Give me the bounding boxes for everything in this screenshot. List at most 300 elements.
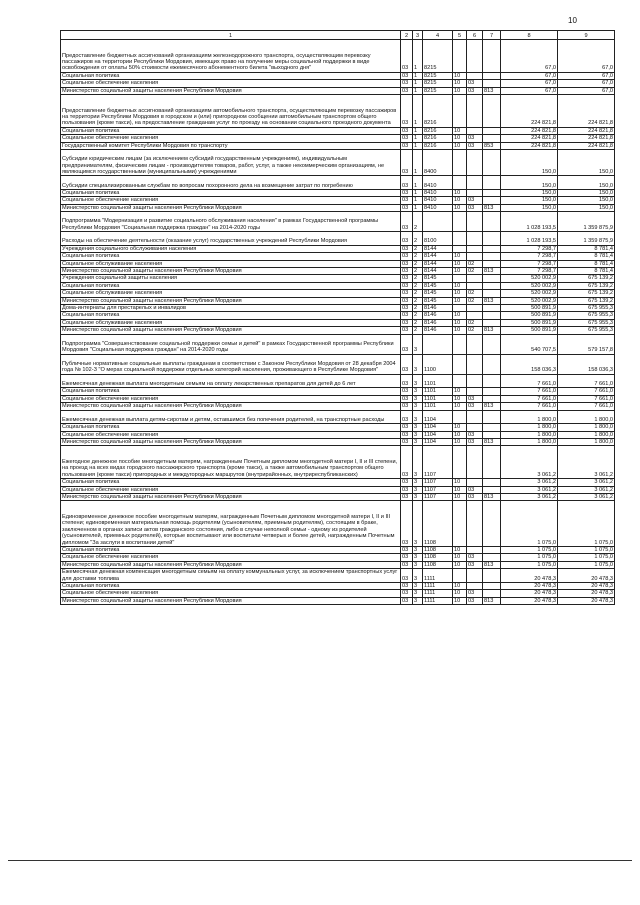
code-ministry: 813 (483, 327, 501, 334)
amount-2014: 7 661,0 (501, 374, 558, 388)
table-row (61, 554, 615, 561)
amount-2015: 1 075,0 (558, 561, 615, 568)
amount-2014: 20 478,3 (501, 590, 558, 597)
amount-2015: 224 821,8 (558, 142, 615, 149)
table-row (61, 561, 615, 568)
code-ministry: 813 (483, 403, 501, 410)
code-status: 03 (401, 260, 413, 267)
code-status: 03 (401, 232, 413, 246)
table-row (61, 150, 615, 176)
amount-2015: 3 061,2 (558, 486, 615, 493)
code-section: 10 (453, 197, 467, 204)
row-name: Социальное обеспечение населения (61, 431, 401, 438)
code-subsection (467, 245, 483, 252)
code-subsection: 02 (467, 268, 483, 275)
code-status: 03 (401, 403, 413, 410)
code-sub: 2 (413, 327, 423, 334)
column-header: 8 (501, 31, 558, 40)
table-row (61, 319, 615, 326)
row-name: Социальное обслуживание населения (61, 290, 401, 297)
code-article: 1107 (423, 479, 453, 486)
code-subsection (467, 275, 483, 282)
code-sub: 2 (413, 268, 423, 275)
table-row (61, 546, 615, 553)
code-sub: 2 (413, 305, 423, 312)
code-article: 1101 (423, 388, 453, 395)
amount-2015: 20 478,3 (558, 582, 615, 589)
amount-2014: 1 028 193,5 (501, 232, 558, 246)
amount-2014: 1 075,0 (501, 554, 558, 561)
code-sub: 1 (413, 95, 423, 128)
code-article: 8216 (423, 135, 453, 142)
table-row (61, 282, 615, 289)
code-sub: 1 (413, 127, 423, 134)
table-row (61, 395, 615, 402)
code-article: 1107 (423, 493, 453, 500)
code-article: 8146 (423, 312, 453, 319)
table-row (61, 493, 615, 500)
code-subsection: 03 (467, 87, 483, 94)
code-section: 10 (453, 135, 467, 142)
code-subsection (467, 582, 483, 589)
row-name: Социальная политика (61, 388, 401, 395)
code-subsection (467, 40, 483, 73)
amount-2015: 675 955,3 (558, 327, 615, 334)
amount-2014: 158 036,3 (501, 354, 558, 374)
amount-2014: 150,0 (501, 150, 558, 176)
row-name: Министерство социальной защиты населения Республики Мордовия (61, 87, 401, 94)
row-name: Министерство социальной защиты населения Республики Мордовия (61, 204, 401, 211)
code-sub: 2 (413, 319, 423, 326)
code-article: 8145 (423, 290, 453, 297)
amount-2014: 224 821,8 (501, 127, 558, 134)
code-subsection (467, 312, 483, 319)
code-sub: 1 (413, 190, 423, 197)
code-article: 8215 (423, 87, 453, 94)
row-name: Социальное обслуживание населения (61, 319, 401, 326)
code-ministry (483, 282, 501, 289)
code-sub: 3 (413, 438, 423, 445)
code-article: 1100 (423, 354, 453, 374)
code-ministry (483, 374, 501, 388)
code-article: 8145 (423, 282, 453, 289)
amount-2015: 67,0 (558, 87, 615, 94)
code-sub: 3 (413, 554, 423, 561)
code-section: 10 (453, 561, 467, 568)
amount-2014: 7 298,7 (501, 253, 558, 260)
row-name: Социальное обеспечение населения (61, 395, 401, 402)
code-article: 8144 (423, 253, 453, 260)
code-status: 03 (401, 282, 413, 289)
code-status: 03 (401, 305, 413, 312)
code-section: 10 (453, 546, 467, 553)
code-section: 10 (453, 142, 467, 149)
code-sub: 3 (413, 479, 423, 486)
code-article: 1104 (423, 410, 453, 424)
code-section (453, 176, 467, 190)
table-row (61, 597, 615, 604)
row-name: Министерство социальной защиты населения Республики Мордовия (61, 561, 401, 568)
code-ministry (483, 305, 501, 312)
amount-2015: 675 139,2 (558, 275, 615, 282)
code-sub: 3 (413, 354, 423, 374)
amount-2015: 675 139,2 (558, 297, 615, 304)
amount-2014: 7 661,0 (501, 395, 558, 402)
amount-2015: 1 800,0 (558, 410, 615, 424)
amount-2015: 150,0 (558, 190, 615, 197)
code-ministry: 813 (483, 204, 501, 211)
table-row (61, 245, 615, 252)
code-article: 1108 (423, 546, 453, 553)
table-row (61, 501, 615, 547)
budget-table (60, 30, 615, 605)
column-header: 9 (558, 31, 615, 40)
code-article: 1108 (423, 501, 453, 547)
code-status: 03 (401, 319, 413, 326)
code-status: 03 (401, 410, 413, 424)
code-ministry (483, 395, 501, 402)
code-article: 1104 (423, 431, 453, 438)
code-section: 10 (453, 493, 467, 500)
code-article: 8145 (423, 297, 453, 304)
code-article: 8146 (423, 319, 453, 326)
code-subsection (467, 374, 483, 388)
table-row (61, 197, 615, 204)
code-subsection (467, 232, 483, 246)
row-name: Социальное обеспечение населения (61, 486, 401, 493)
code-section (453, 95, 467, 128)
amount-2014: 67,0 (501, 72, 558, 79)
amount-2015: 224 821,8 (558, 127, 615, 134)
code-ministry (483, 554, 501, 561)
amount-2014: 500 891,9 (501, 319, 558, 326)
amount-2015: 1 800,0 (558, 431, 615, 438)
code-sub: 3 (413, 597, 423, 604)
code-sub: 3 (413, 561, 423, 568)
amount-2015: 1 359 875,9 (558, 212, 615, 232)
row-name: Социальная политика (61, 546, 401, 553)
code-status: 03 (401, 424, 413, 431)
code-status: 03 (401, 253, 413, 260)
row-name: Социальное обеспечение населения (61, 197, 401, 204)
code-status: 03 (401, 374, 413, 388)
code-status: 03 (401, 176, 413, 190)
table-row (61, 403, 615, 410)
amount-2014: 7 298,7 (501, 268, 558, 275)
code-ministry (483, 72, 501, 79)
amount-2014: 1 800,0 (501, 438, 558, 445)
code-section: 10 (453, 431, 467, 438)
table-row (61, 253, 615, 260)
code-status: 03 (401, 72, 413, 79)
table-row (61, 176, 615, 190)
amount-2014: 540 707,5 (501, 334, 558, 354)
code-status: 03 (401, 268, 413, 275)
amount-2015: 8 781,4 (558, 260, 615, 267)
code-ministry (483, 590, 501, 597)
amount-2015: 67,0 (558, 40, 615, 73)
table-row (61, 479, 615, 486)
code-ministry: 813 (483, 597, 501, 604)
amount-2015: 7 661,0 (558, 403, 615, 410)
amount-2015: 67,0 (558, 80, 615, 87)
table-row (61, 190, 615, 197)
table-row (61, 312, 615, 319)
row-name: Социальное обслуживание населения (61, 260, 401, 267)
code-ministry (483, 431, 501, 438)
code-sub: 3 (413, 374, 423, 388)
code-ministry (483, 334, 501, 354)
page-bottom-rule (8, 860, 632, 861)
code-section: 10 (453, 282, 467, 289)
row-name: Государственный комитет Республики Мордовия по транспорту (61, 142, 401, 149)
code-article: 8144 (423, 268, 453, 275)
code-subsection (467, 501, 483, 547)
code-article: 8410 (423, 204, 453, 211)
code-sub: 3 (413, 501, 423, 547)
code-ministry (483, 80, 501, 87)
code-subsection: 02 (467, 297, 483, 304)
code-section: 10 (453, 590, 467, 597)
amount-2014: 520 002,9 (501, 282, 558, 289)
code-sub: 1 (413, 150, 423, 176)
code-section (453, 374, 467, 388)
code-section (453, 232, 467, 246)
code-article: 8144 (423, 260, 453, 267)
code-status: 03 (401, 80, 413, 87)
amount-2015: 3 061,2 (558, 493, 615, 500)
table-row (61, 268, 615, 275)
code-section: 10 (453, 597, 467, 604)
code-status: 03 (401, 87, 413, 94)
code-ministry (483, 275, 501, 282)
code-article: 1108 (423, 554, 453, 561)
amount-2014: 7 298,7 (501, 245, 558, 252)
amount-2014: 150,0 (501, 176, 558, 190)
code-ministry: 853 (483, 142, 501, 149)
code-section: 10 (453, 72, 467, 79)
row-name: Учреждения социальной защиты населения (61, 275, 401, 282)
code-article: 1104 (423, 438, 453, 445)
code-sub: 2 (413, 290, 423, 297)
code-article: 8146 (423, 305, 453, 312)
code-status: 03 (401, 334, 413, 354)
code-section: 10 (453, 582, 467, 589)
code-status: 03 (401, 40, 413, 73)
amount-2014: 67,0 (501, 80, 558, 87)
code-subsection (467, 334, 483, 354)
code-article: 8145 (423, 275, 453, 282)
code-section: 10 (453, 388, 467, 395)
code-sub: 3 (413, 486, 423, 493)
amount-2014: 1 800,0 (501, 431, 558, 438)
code-article: 1108 (423, 561, 453, 568)
code-sub: 1 (413, 72, 423, 79)
code-sub: 3 (413, 403, 423, 410)
amount-2014: 7 661,0 (501, 388, 558, 395)
code-status: 03 (401, 327, 413, 334)
amount-2014: 224 821,8 (501, 95, 558, 128)
amount-2015: 3 061,2 (558, 446, 615, 479)
code-status: 03 (401, 554, 413, 561)
amount-2015: 150,0 (558, 197, 615, 204)
code-subsection: 03 (467, 204, 483, 211)
code-article: 1111 (423, 597, 453, 604)
table-row (61, 569, 615, 583)
code-section: 10 (453, 290, 467, 297)
column-header: 5 (453, 31, 467, 40)
code-article: 1101 (423, 395, 453, 402)
code-article: 8100 (423, 232, 453, 246)
code-subsection: 03 (467, 590, 483, 597)
amount-2014: 224 821,8 (501, 142, 558, 149)
amount-2015: 579 157,8 (558, 334, 615, 354)
code-sub: 1 (413, 40, 423, 73)
row-name: Ежегодное денежное пособие многодетным матерям, награжденным Почетным дипломом многодетной матери I, II и III степени, на проезд на всех видах городского пассажирского транспорта (кроме такси), а также автомобильным транспортом общего пользования (кроме такси) пригородных и междугородных маршрутов (внутрирайонных, внутриреспубликанских) (61, 446, 401, 479)
code-ministry (483, 40, 501, 73)
table-row (61, 260, 615, 267)
code-section: 10 (453, 424, 467, 431)
row-name: Социальная политика (61, 282, 401, 289)
code-section (453, 212, 467, 232)
row-name: Учреждения социального обслуживания населения (61, 245, 401, 252)
code-subsection (467, 282, 483, 289)
amount-2015: 150,0 (558, 204, 615, 211)
code-status: 03 (401, 212, 413, 232)
code-subsection: 02 (467, 260, 483, 267)
row-name: Социальное обеспечение населения (61, 554, 401, 561)
code-status: 03 (401, 388, 413, 395)
code-status: 03 (401, 290, 413, 297)
code-ministry (483, 446, 501, 479)
code-article: 1104 (423, 424, 453, 431)
code-subsection: 03 (467, 554, 483, 561)
amount-2014: 520 002,9 (501, 290, 558, 297)
table-row (61, 290, 615, 297)
code-ministry (483, 424, 501, 431)
amount-2015: 675 955,3 (558, 305, 615, 312)
code-ministry (483, 253, 501, 260)
row-name: Предоставление бюджетных ассигнований организациям железнодорожного транспорта, осуществляющим перевозку пассажиров на территории Республики Мордовия, имеющих право на получение меры социальной поддержки в виде освобождения от оплаты 50% стоимости ежемесячного абонементного билета "выходного дня" (61, 40, 401, 73)
code-ministry (483, 290, 501, 297)
row-name: Министерство социальной защиты населения Республики Мордовия (61, 268, 401, 275)
code-sub: 2 (413, 282, 423, 289)
code-sub: 1 (413, 197, 423, 204)
code-section: 10 (453, 395, 467, 402)
table-row (61, 334, 615, 354)
code-section: 10 (453, 190, 467, 197)
code-section: 10 (453, 327, 467, 334)
code-subsection: 03 (467, 486, 483, 493)
code-status: 03 (401, 275, 413, 282)
code-status: 03 (401, 135, 413, 142)
amount-2014: 7 298,7 (501, 260, 558, 267)
code-subsection (467, 72, 483, 79)
code-status: 03 (401, 446, 413, 479)
code-status: 03 (401, 395, 413, 402)
code-sub: 2 (413, 232, 423, 246)
code-status: 03 (401, 312, 413, 319)
amount-2014: 1 800,0 (501, 410, 558, 424)
row-name: Ежемесячная денежная компенсация многодетным семьям на оплату коммунальных услуг, за исключением транспортных услуг для доставки топлива (61, 569, 401, 583)
code-subsection: 02 (467, 327, 483, 334)
amount-2014: 3 061,2 (501, 479, 558, 486)
amount-2014: 1 075,0 (501, 546, 558, 553)
amount-2015: 8 781,4 (558, 253, 615, 260)
code-status: 03 (401, 479, 413, 486)
table-header-row (61, 31, 615, 40)
amount-2015: 20 478,3 (558, 597, 615, 604)
code-ministry (483, 190, 501, 197)
amount-2015: 1 800,0 (558, 438, 615, 445)
amount-2015: 20 478,3 (558, 590, 615, 597)
code-subsection: 03 (467, 597, 483, 604)
code-article: 8410 (423, 197, 453, 204)
table-row (61, 354, 615, 374)
amount-2015: 7 661,0 (558, 388, 615, 395)
code-ministry (483, 479, 501, 486)
amount-2014: 3 061,2 (501, 493, 558, 500)
row-name: Социальная политика (61, 127, 401, 134)
column-header: 2 (401, 31, 413, 40)
code-section: 10 (453, 554, 467, 561)
code-subsection: 03 (467, 431, 483, 438)
table-row (61, 95, 615, 128)
row-name: Социальная политика (61, 479, 401, 486)
amount-2015: 67,0 (558, 72, 615, 79)
code-sub: 1 (413, 142, 423, 149)
code-subsection (467, 446, 483, 479)
row-name: Социальное обеспечение населения (61, 135, 401, 142)
table-row (61, 410, 615, 424)
code-subsection: 03 (467, 395, 483, 402)
code-sub: 2 (413, 253, 423, 260)
amount-2015: 675 955,3 (558, 312, 615, 319)
code-ministry (483, 546, 501, 553)
row-name: Подпрограмма "Модернизация и развитие социального обслуживания населения" в рамках Государственной программы Республики Мордовия "Социальная поддержка граждан" на 2014-2020 годы (61, 212, 401, 232)
code-article: 8144 (423, 245, 453, 252)
code-ministry (483, 212, 501, 232)
code-status: 03 (401, 150, 413, 176)
amount-2014: 1 800,0 (501, 424, 558, 431)
column-header: 6 (467, 31, 483, 40)
row-name: Субсидии специализированным службам по вопросам похоронного дела на возмещение затрат по погребению (61, 176, 401, 190)
table-row (61, 40, 615, 73)
row-name: Социальная политика (61, 190, 401, 197)
code-sub: 2 (413, 312, 423, 319)
code-article: 8400 (423, 150, 453, 176)
amount-2014: 20 478,3 (501, 597, 558, 604)
amount-2015: 8 781,4 (558, 268, 615, 275)
code-ministry (483, 410, 501, 424)
code-subsection (467, 176, 483, 190)
code-section (453, 569, 467, 583)
code-sub: 3 (413, 424, 423, 431)
code-sub: 3 (413, 493, 423, 500)
code-subsection (467, 569, 483, 583)
table-row (61, 446, 615, 479)
code-section (453, 501, 467, 547)
code-sub: 3 (413, 446, 423, 479)
table-body (61, 40, 615, 605)
code-sub: 3 (413, 569, 423, 583)
amount-2014: 7 661,0 (501, 403, 558, 410)
code-article: 1101 (423, 403, 453, 410)
code-subsection: 03 (467, 493, 483, 500)
code-section (453, 275, 467, 282)
code-ministry (483, 486, 501, 493)
amount-2015: 1 359 875,9 (558, 232, 615, 246)
